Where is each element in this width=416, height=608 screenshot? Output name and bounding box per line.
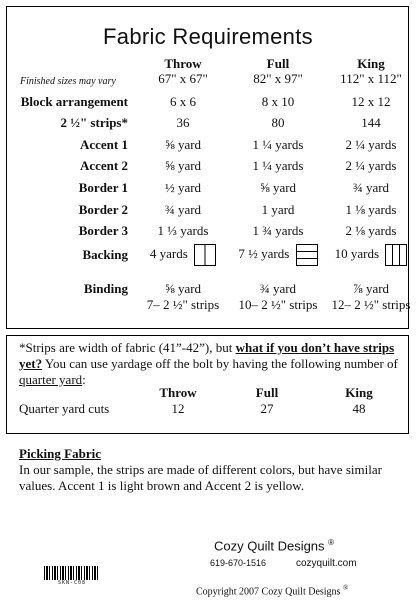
row-value: 6 x 6 — [170, 94, 196, 109]
quarter-header-full: Full — [255, 385, 279, 400]
barcode-text: SKN-C08 — [57, 580, 87, 586]
strips-note-tail: : — [82, 372, 86, 387]
row-value: ⅝ yard — [164, 158, 202, 173]
row-value: 12 x 12 — [351, 94, 391, 109]
strips-note-emph: what if you don’t have strips yet? — [19, 340, 395, 371]
size-full: 82" x 97" — [253, 71, 303, 86]
binding-strips: 10– 2 ½" strips — [238, 297, 318, 312]
row-label: Border 3 — [78, 223, 128, 238]
row-label: 2 ½" strips* — [60, 115, 128, 130]
strips-note — [19, 340, 401, 388]
company-name — [214, 538, 334, 553]
binding-yardage: ¾ yard — [259, 281, 297, 296]
binding-strips: 7– 2 ½" strips — [146, 297, 220, 312]
row-label: Border 1 — [78, 180, 128, 195]
binding-label: Binding — [83, 281, 128, 296]
row-value: 1 yard — [261, 202, 295, 217]
company-phone: 619-670-1516 — [210, 558, 267, 568]
two-panel-vertical-icon — [194, 244, 216, 266]
row-value: 2 ¼ yards — [345, 137, 397, 152]
col-header-full: Full — [266, 56, 290, 71]
row-value: ¾ yard — [352, 180, 390, 195]
quarter-value: 12 — [171, 401, 185, 416]
strips-note-lead: *Strips are width of fabric (41”-42”), but — [19, 340, 236, 355]
picking-heading: Picking Fabric — [19, 446, 101, 461]
size-throw: 67" x 67" — [158, 71, 208, 86]
registered-mark: ® — [328, 538, 335, 547]
row-label: Block arrangement — [20, 94, 128, 109]
row-label: Border 2 — [78, 202, 128, 217]
company-website[interactable]: cozyquilt.com — [296, 558, 357, 569]
quarter-header-throw: Throw — [159, 385, 197, 400]
quarter-row-label: Quarter yard cuts — [19, 401, 110, 416]
row-value: 1 ¼ yards — [252, 158, 304, 173]
row-value: 8 x 10 — [261, 94, 295, 109]
row-value: 1 ⅓ yards — [157, 223, 209, 238]
backing-value: 4 yards — [149, 245, 188, 261]
row-value: 144 — [361, 115, 381, 130]
backing-king — [311, 244, 416, 266]
copyright-text: Copyright 2007 Cozy Quilt Designs — [196, 586, 341, 598]
strips-note-mid: You can use yardage off the bolt by having the following number of — [42, 356, 398, 371]
backing-label: Backing — [82, 247, 128, 262]
three-panel-vertical-icon — [385, 244, 407, 266]
row-label: Accent 2 — [79, 158, 128, 173]
picking-text: In our sample, the strips are made of different colors, but have similar values. Accent 1 is light brown and Accent 2 is yellow. — [19, 462, 382, 493]
row-value: 2 ¼ yards — [345, 158, 397, 173]
backing-value: 10 yards — [334, 245, 380, 261]
row-value: 1 ⅛ yards — [345, 202, 397, 217]
size-king: 112" x 112" — [340, 71, 402, 86]
binding-yardage: ⅞ yard — [352, 281, 390, 296]
row-value: ⅝ yard — [259, 180, 297, 195]
row-value: ¾ yard — [164, 202, 202, 217]
binding-strips: 12– 2 ½" strips — [331, 297, 411, 312]
backing-value: 7 ½ yards — [238, 245, 290, 261]
copyright — [196, 584, 348, 597]
barcode-icon — [44, 566, 100, 580]
row-value: ½ yard — [164, 180, 202, 195]
row-value: 1 ¼ yards — [252, 137, 304, 152]
row-value: 36 — [176, 115, 190, 130]
page-title: Fabric Requirements — [103, 24, 313, 49]
col-header-throw: Throw — [164, 56, 202, 71]
row-label: Accent 1 — [79, 137, 128, 152]
copyright-mark: ® — [342, 584, 349, 592]
quarter-header-king: King — [345, 385, 373, 400]
company-name-text: Cozy Quilt Designs — [214, 538, 325, 554]
finished-note: Finished sizes may vary — [20, 76, 116, 87]
row-value: 1 ¾ yards — [252, 223, 304, 238]
quarter-value: 27 — [260, 401, 274, 416]
quarter-value: 48 — [352, 401, 366, 416]
row-value: 80 — [271, 115, 285, 130]
row-value: ⅝ yard — [164, 137, 202, 152]
col-header-king: King — [357, 56, 385, 71]
binding-yardage: ⅝ yard — [164, 281, 202, 296]
strips-note-link: quarter yard — [19, 372, 83, 387]
row-value: 2 ⅛ yards — [345, 223, 397, 238]
